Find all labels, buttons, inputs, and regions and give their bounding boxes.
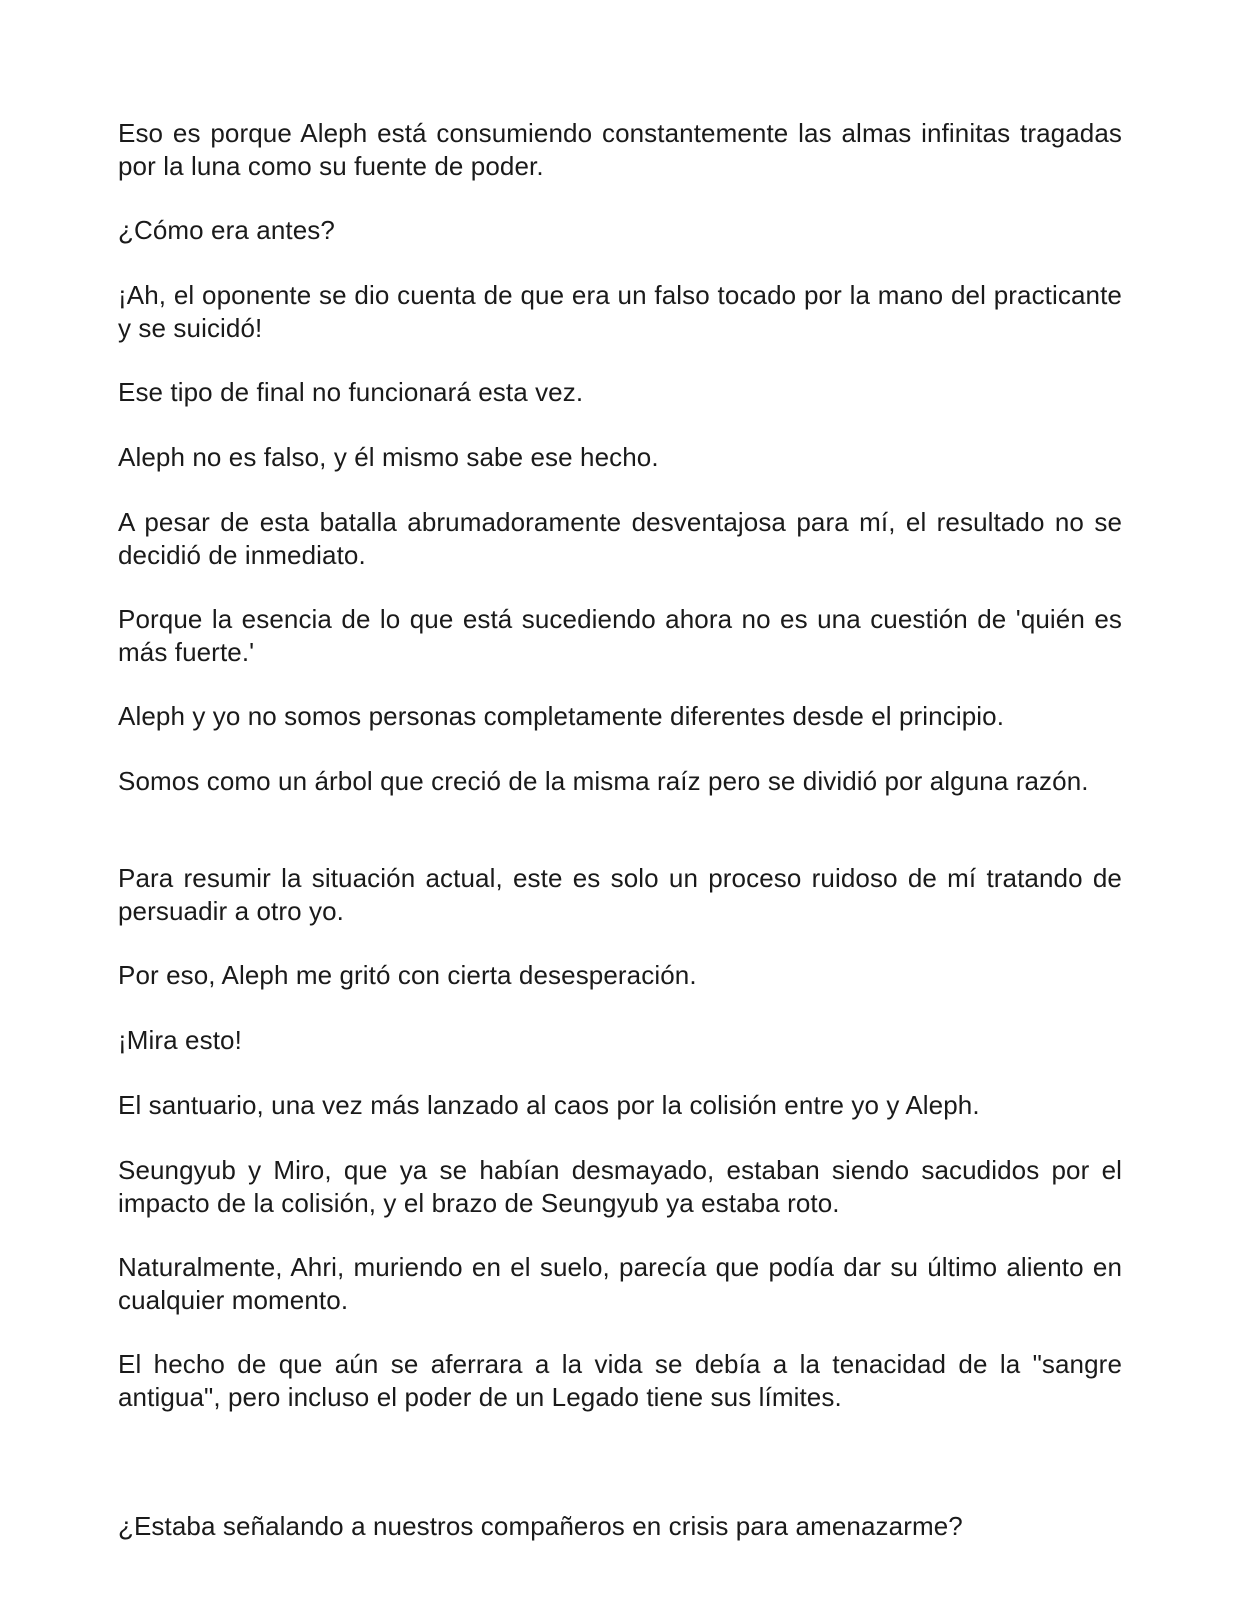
paragraph-1: Eso es porque Aleph está consumiendo constantemente las almas infinitas tragadas por la luna como su fuente de poder. [118, 118, 1122, 181]
paragraph-10: Para resumir la situación actual, este es solo un proceso ruidoso de mí tratando de persuadir a otro yo. [118, 863, 1122, 926]
paragraph-15: Naturalmente, Ahri, muriendo en el suelo, parecía que podía dar su último aliento en cualquier momento. [118, 1252, 1122, 1315]
paragraph-17: ¿Estaba señalando a nuestros compañeros en crisis para amenazarme? [118, 1511, 963, 1541]
paragraph-5: Aleph no es falso, y él mismo sabe ese hecho. [118, 442, 659, 472]
paragraph-13: El santuario, una vez más lanzado al caos por la colisión entre yo y Aleph. [118, 1090, 980, 1120]
paragraph-11: Por eso, Aleph me gritó con cierta desesperación. [118, 960, 697, 990]
paragraph-14: Seungyub y Miro, que ya se habían desmayado, estaban siendo sacudidos por el impacto de la colisión, y el brazo de Seungyub ya estaba roto. [118, 1155, 1122, 1218]
paragraph-7: Porque la esencia de lo que está sucediendo ahora no es una cuestión de 'quién es más fuerte.' [118, 604, 1122, 667]
paragraph-4: Ese tipo de final no funcionará esta vez. [118, 377, 584, 407]
paragraph-2: ¿Cómo era antes? [118, 215, 335, 245]
paragraph-6: A pesar de esta batalla abrumadoramente desventajosa para mí, el resultado no se decidió de inmediato. [118, 507, 1122, 570]
paragraph-3: ¡Ah, el oponente se dio cuenta de que era un falso tocado por la mano del practicante y se suicidó! [118, 280, 1122, 343]
paragraph-9: Somos como un árbol que creció de la misma raíz pero se dividió por alguna razón. [118, 766, 1089, 796]
paragraph-8: Aleph y yo no somos personas completamente diferentes desde el principio. [118, 701, 1005, 731]
paragraph-12: ¡Mira esto! [118, 1025, 242, 1055]
paragraph-16: El hecho de que aún se aferrara a la vida se debía a la tenacidad de la "sangre antigua", pero incluso el poder de un Legado tiene sus límites. [118, 1349, 1122, 1412]
